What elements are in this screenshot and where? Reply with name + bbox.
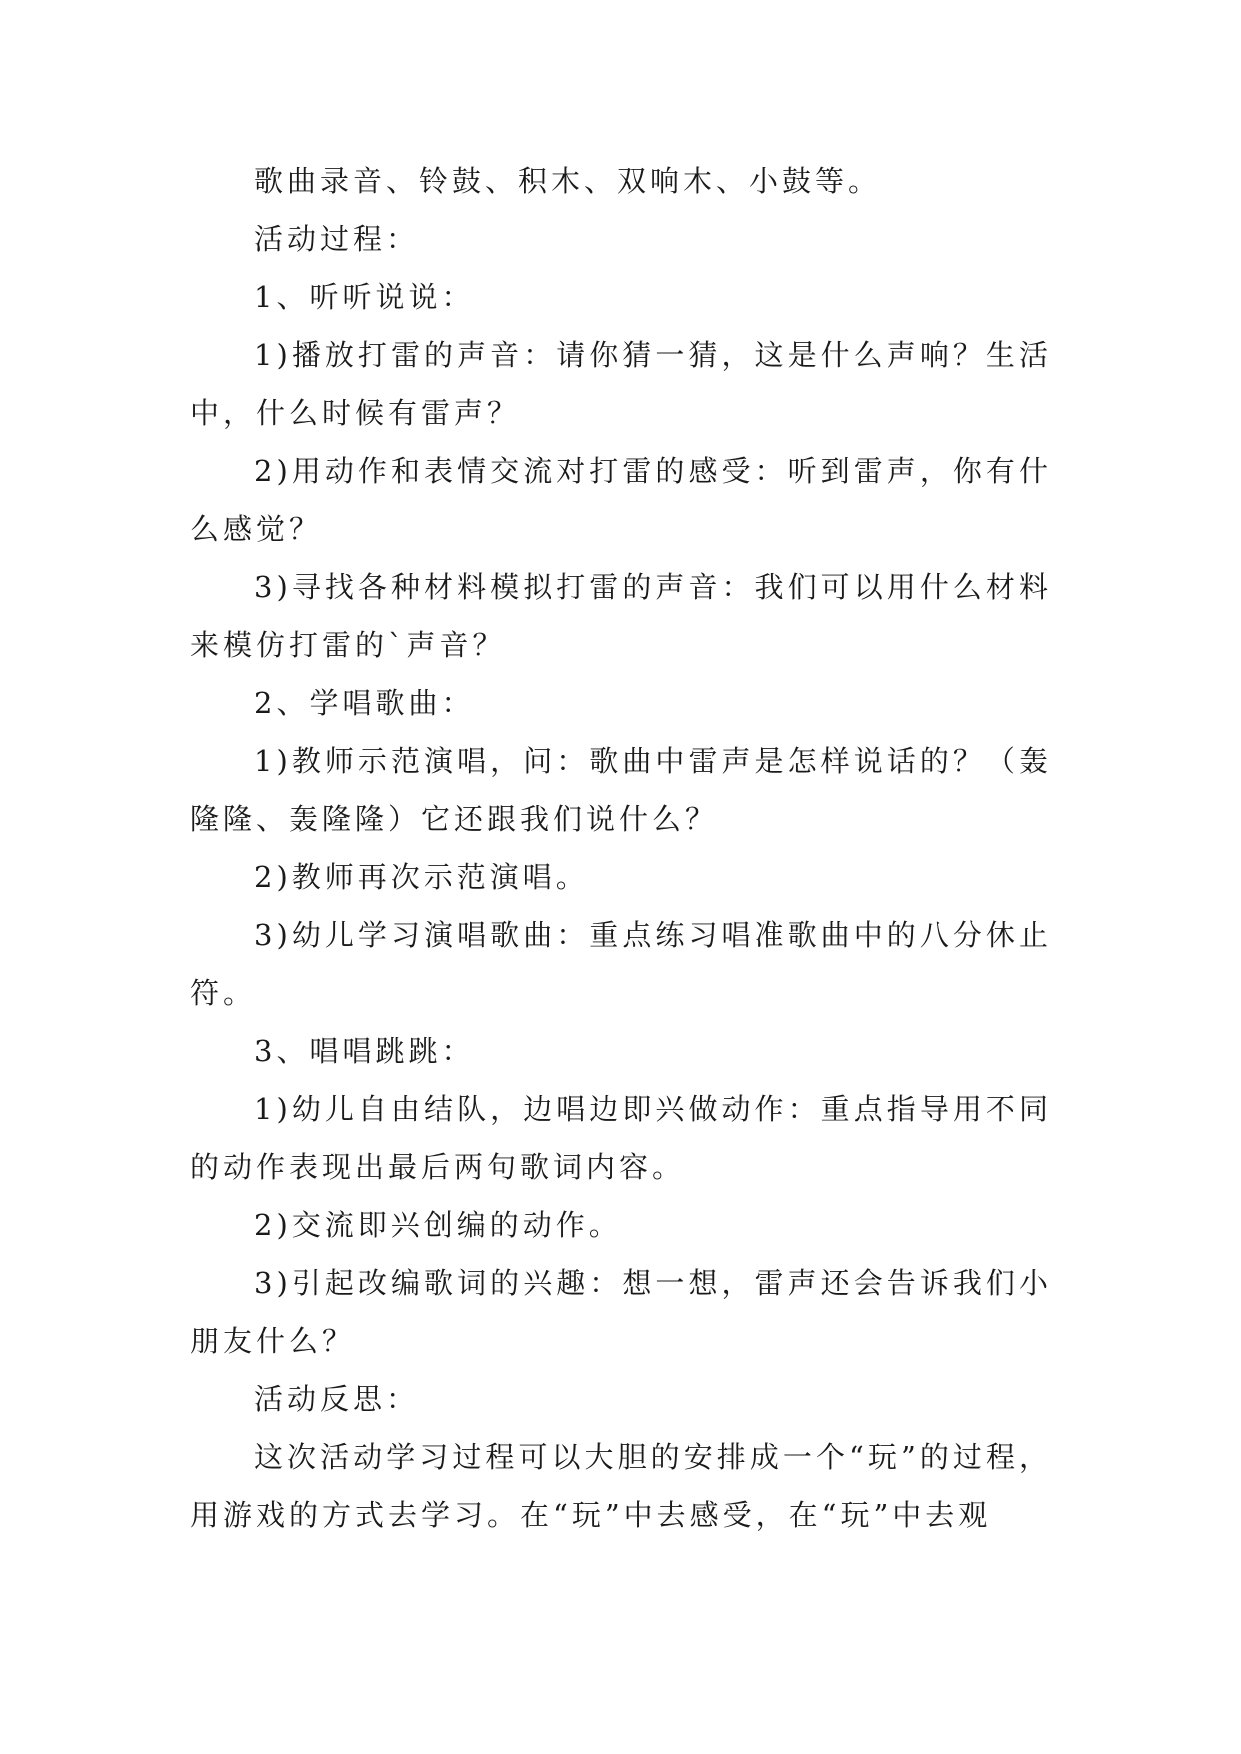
paragraph-step: 1)播放打雷的声音：请你猜一猜，这是什么声响？生活中，什么时候有雷声？ <box>190 338 1052 430</box>
paragraph-step: 3)寻找各种材料模拟打雷的声音：我们可以用什么材料来模仿打雷的`声音？ <box>190 570 1052 662</box>
paragraph-step: 1)教师示范演唱，问：歌曲中雷声是怎样说话的？（轰隆隆、轰隆隆）它还跟我们说什么？ <box>190 744 1052 836</box>
paragraph-step: 1)幼儿自由结队，边唱边即兴做动作：重点指导用不同的动作表现出最后两句歌词内容。 <box>190 1092 1052 1184</box>
paragraph-materials: 歌曲录音、铃鼓、积木、双响木、小鼓等。 <box>254 164 882 198</box>
paragraph-step: 3)幼儿学习演唱歌曲：重点练习唱准歌曲中的八分休止符。 <box>190 918 1052 1010</box>
paragraph-reflection: 这次活动学习过程可以大胆的安排成一个“玩”的过程，用游戏的方式去学习。在“玩”中去感受，在“玩”中去观 <box>190 1440 1052 1532</box>
heading-reflection: 活动反思： <box>254 1382 420 1416</box>
paragraph-step: 3)引起改编歌词的兴趣：想一想，雷声还会告诉我们小朋友什么？ <box>190 1266 1052 1358</box>
section-heading-listen: 1、听听说说： <box>254 280 475 314</box>
section-heading-sing-dance: 3、唱唱跳跳： <box>254 1034 475 1068</box>
section-heading-learn-song: 2、学唱歌曲： <box>254 686 475 720</box>
document-body <box>190 152 1052 1544</box>
paragraph-step: 2)教师再次示范演唱。 <box>254 860 589 894</box>
heading-activity-process: 活动过程： <box>254 222 420 256</box>
paragraph-step: 2)用动作和表情交流对打雷的感受：听到雷声，你有什么感觉？ <box>190 454 1052 546</box>
paragraph-step: 2)交流即兴创编的动作。 <box>254 1208 622 1242</box>
